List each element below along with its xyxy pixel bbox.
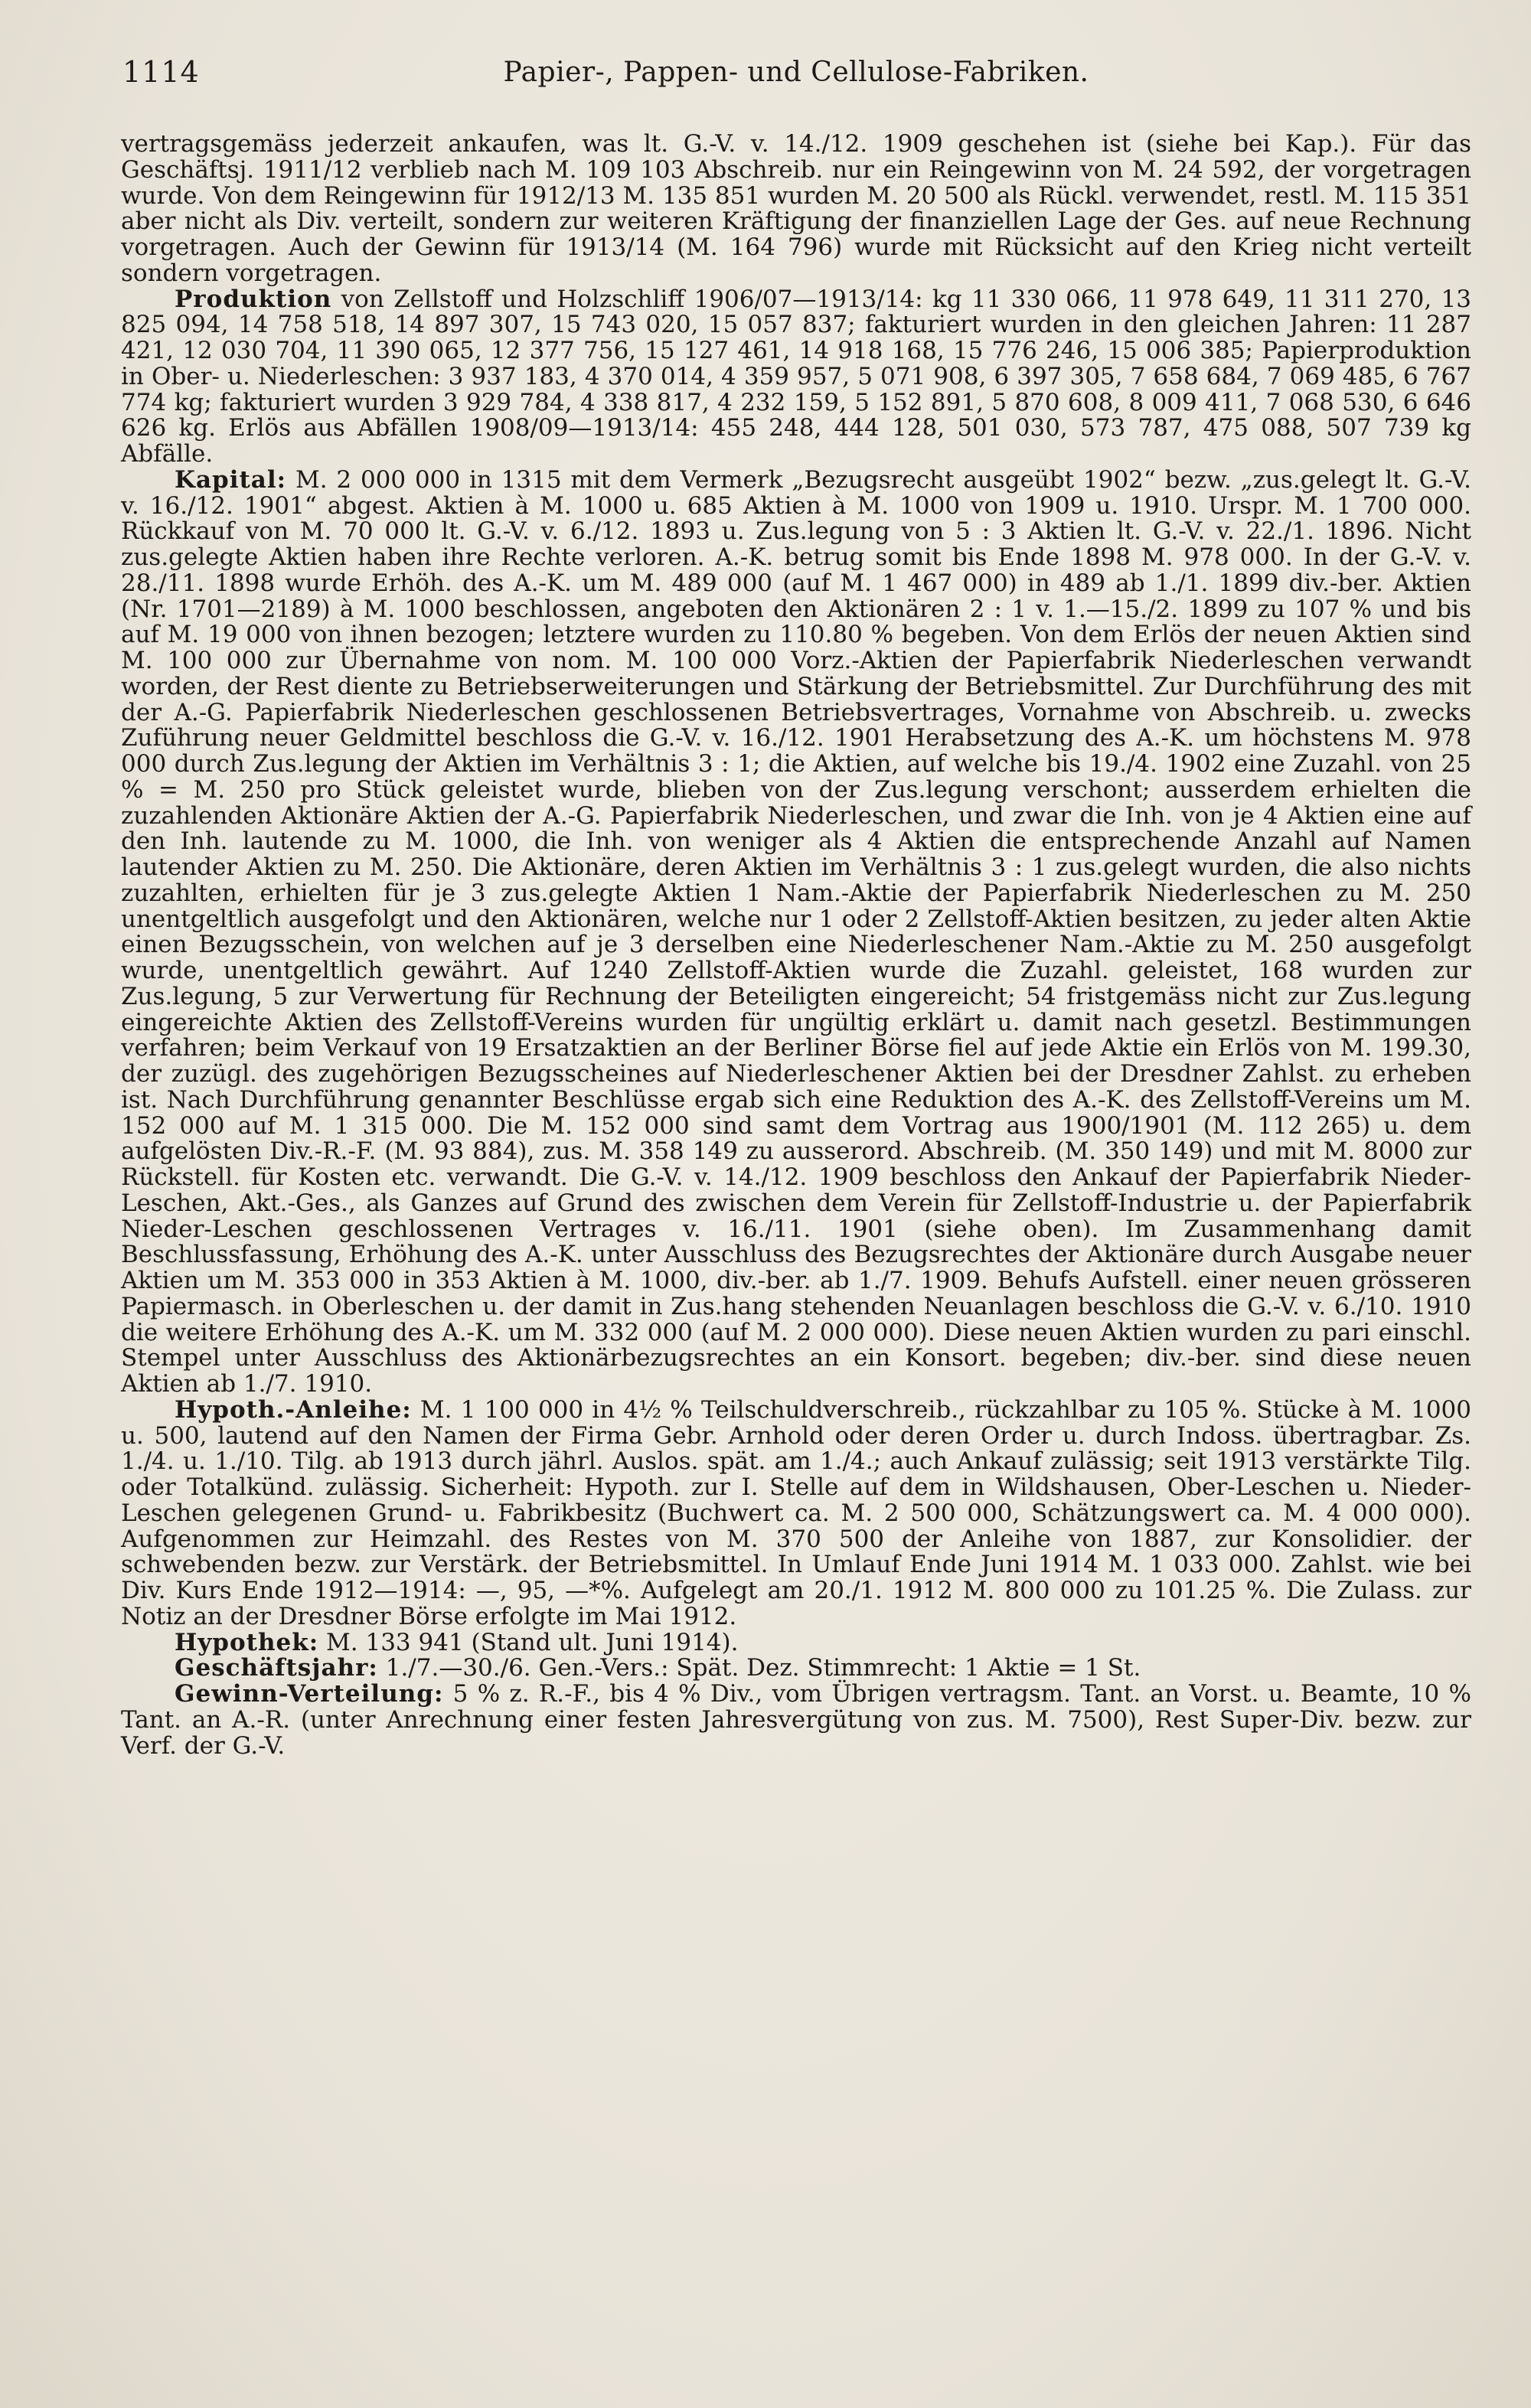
paragraph-kapital [121,465,1471,1398]
paragraph-gewinn-verteilung [121,1682,1471,1759]
section-label: Produktion [175,285,332,313]
paragraph-text: M. 2 000 000 in 1315 mit dem Vermerk „Bezugsrecht ausgeübt 1902“ bezw. „zus.gelegt lt. G.-V. v. 16./12. 1901“ abgest. Aktien à M. 1000 u. 685 Aktien à M. 1000 von 1909 u. 1910. Urspr. M. 1 700 000. Rückkauf von M. 70 000 lt. G.-V. v. 6./12. 1893 u. Zus.legung von 5 : 3 Aktien lt. G.-V. v. 22./1. 1896. Nicht zus.gelegte Aktien haben ihre Rechte verloren. A.-K. betrug somit bis Ende 1898 M. 978 000. In der G.-V. v. 28./11. 1898 wurde Erhöh. des A.-K. um M. 489 000 (auf M. 1 467 000) in 489 ab 1./1. 1899 div.-ber. Aktien (Nr. 1701—2189) à M. 1000 beschlossen, angeboten den Aktionären 2 : 1 v. 1.—15./2. 1899 zu 107 % und bis auf M. 19 000 von ihnen bezogen; letztere wurden zu 110.80 % begeben. Von dem Erlös der neuen Aktien sind M. 100 000 zur Übernahme von nom. M. 100 000 Vorz.-Aktien der Papierfabrik Niederleschen verwandt worden, der Rest diente zu Betriebserweiterungen und Stärkung der Betriebsmittel. Zur Durchführung des mit der A.-G. Papierfabrik Niederleschen geschlossenen Betriebsvertrages, Vornahme von Abschreib. u. zwecks Zuführung neuer Geldmittel beschloss die G.-V. v. 16./12. 1901 Herabsetzung des A.-K. um höchstens M. 978 000 durch Zus.legung der Aktien im Verhältnis 3 : 1; die Aktien, auf welche bis 19./4. 1902 eine Zuzahl. von 25 % = M. 250 pro Stück geleistet wurde, blieben von der Zus.legung verschont; ausserdem erhielten die zuzahlenden Aktionäre Aktien der A.-G. Papierfabrik Niederleschen, und zwar die Inh. von je 4 Aktien eine auf den Inh. lautende zu M. 1000, die Inh. von weniger als 4 Aktien die entsprechende Anzahl auf Namen lautender Aktien zu M. 250. Die Aktionäre, deren Aktien im Verhältnis 3 : 1 zus.gelegt wurden, die also nichts zuzahlten, erhielten für je 3 zus.gelegte Aktien 1 Nam.-Aktie der Papierfabrik Niederleschen zu M. 250 unentgeltlich ausgefolgt und den Aktionären, welche nur 1 oder 2 Zellstoff-Aktien besitzen, zu jeder alten Aktie einen Bezugsschein, von welchen auf je 3 derselben eine Niederleschener Nam.-Aktie zu M. 250 ausgefolgt wurde, unentgeltlich gewährt. Auf 1240 Zellstoff-Aktien wurde die Zuzahl. geleistet, 168 wurden zur Zus.legung, 5 zur Verwertung für Rechnung der Beteiligten eingereicht; 54 fristgemäss nicht zur Zus.legung eingereichte Aktien des Zellstoff-Vereins wurden für ungültig erklärt u. damit nach gesetzl. Bestimmungen verfahren; beim Verkauf von 19 Ersatzaktien an der Berliner Börse fiel auf jede Aktie ein Erlös von M. 199.30, der zuzügl. des zugehörigen Bezugsscheines auf Niederleschener Aktien bei der Dresdner Zahlst. zu erheben ist. Nach Durchführung genannter Beschlüsse ergab sich eine Reduktion des A.-K. des Zellstoff-Vereins um M. 152 000 auf M. 1 315 000. Die M. 152 000 sind samt dem Vortrag aus 1900/1901 (M. 112 265) u. dem aufgelösten Div.-R.-F. (M. 93 884), zus. M. 358 149 zu ausserord. Abschreib. (M. 350 149) und mit M. 8000 zur Rückstell. für Kosten etc. verwandt. Die G.-V. v. 14./12. 1909 beschloss den Ankauf der Papierfabrik Nieder-Leschen, Akt.-Ges., als Ganzes auf Grund des zwischen dem Verein für Zellstoff-Industrie u. der Papierfabrik Nieder-Leschen geschlossenen Vertrages v. 16./11. 1901 (siehe oben). Im Zusammenhang damit Beschlussfassung, Erhöhung des A.-K. unter Ausschluss des Bezugsrechtes der Aktionäre durch Ausgabe neuer Aktien um M. 353 000 in 353 Aktien à M. 1000, div.-ber. ab 1./7. 1909. Behufs Aufstell. einer neuen grösseren Papiermasch. in Oberleschen u. der damit in Zus.hang stehenden Neuanlagen beschloss die G.-V. v. 6./10. 1910 die weitere Erhöhung des A.-K. um M. 332 000 (auf M. 2 000 000). Diese neuen Aktien wurden zu pari einschl. Stempel unter Ausschluss des Aktionärbezugsrechtes an ein Konsort. begeben; div.-ber. sind diese neuen Aktien ab 1./7. 1910. [121,465,1471,1398]
paragraph-geschaeftsjahr [121,1656,1471,1682]
section-label: Kapital: [175,465,287,494]
paragraph-produktion [121,287,1471,468]
paragraph-text: 1./7.—30./6. Gen.-Vers.: Spät. Dez. Stimmrecht: 1 Aktie = 1 St. [377,1654,1141,1682]
paragraph-text: M. 133 941 (Stand ult. Juni 1914). [318,1628,739,1656]
page-header [122,55,1470,101]
paragraph-text: von Zellstoff und Holzschliff 1906/07—1913/14: kg 11 330 066, 11 978 649, 11 311 270, 13 825 094, 14 758 518, 14 897 307, 15 743 020, 15 057 837; fakturiert wurden in den gleichen Jahren: 11 287 421, 12 030 704, 11 390 065, 12 377 756, 15 127 461, 14 918 168, 15 776 246, 15 006 385; Papierproduktion in Ober- u. Niederleschen: 3 937 183, 4 370 014, 4 359 957, 5 071 908, 6 397 305, 7 658 684, 7 069 485, 6 767 774 kg; fakturiert wurden 3 929 784, 4 338 817, 4 232 159, 5 152 891, 5 870 608, 8 009 411, 7 068 530, 6 646 626 kg. Erlös aus Abfällen 1908/09—1913/14: 455 248, 444 128, 501 030, 573 787, 475 088, 507 739 kg Abfälle. [121,285,1471,468]
paragraph-text: M. 1 100 000 in 4½ % Teilschuldverschreib., rückzahlbar zu 105 %. Stücke à M. 1000 u. 500, lautend auf den Namen der Firma Gebr. Arnhold oder deren Order u. durch Indoss. übertragbar. Zs. 1./4. u. 1./10. Tilg. ab 1913 durch jährl. Auslos. spät. am 1./4.; auch Ankauf zulässig; seit 1913 verstärkte Tilg. oder Totalkünd. zulässig. Sicherheit: Hypoth. zur I. Stelle auf dem in Wildshausen, Ober-Leschen u. Nieder-Leschen gelegenen Grund- u. Fabrikbesitz (Buchwert ca. M. 2 500 000, Schätzungswert ca. M. 4 000 000). Aufgenommen zur Heimzahl. des Restes von M. 370 500 der Anleihe von 1887, zur Konsolidier. der schwebenden bezw. zur Verstärk. der Betriebsmittel. In Umlauf Ende Juni 1914 M. 1 033 000. Zahlst. wie bei Div. Kurs Ende 1912—1914: —, 95, —*%. Aufgelegt am 20./1. 1912 M. 800 000 zu 101.25 %. Die Zulass. zur Notiz an der Dresdner Börse erfolgte im Mai 1912. [121,1395,1471,1630]
page-number: 1114 [122,55,200,89]
body-text [121,132,1471,1759]
running-head: Papier-, Pappen- und Cellulose-Fabriken. [503,57,1089,88]
paragraph-hypothek [121,1630,1471,1656]
section-label: Gewinn-Verteilung: [175,1680,444,1708]
section-label: Geschäftsjahr: [175,1654,378,1682]
section-label: Hypoth.-Anleihe: [175,1395,412,1424]
paragraph-hypoth-anleihe [121,1395,1471,1630]
section-label: Hypothek: [175,1628,319,1656]
paragraph-text: 5 % z. R.-F., bis 4 % Div., vom Übrigen vertragsm. Tant. an Vorst. u. Beamte, 10 % Tant. an A.-R. (unter Anrechnung einer festen Jahresvergütung von zus. M. 7500), Rest Super-Div. bezw. zur Verf. der G.-V. [121,1680,1471,1760]
paragraph-text: vertragsgemäss jederzeit ankaufen, was lt. G.-V. v. 14./12. 1909 geschehen ist (siehe bei Kap.). Für das Geschäftsj. 1911/12 verblieb nach M. 109 103 Abschreib. nur ein Reingewinn von M. 24 592, der vorgetragen wurde. Von dem Reingewinn für 1912/13 M. 135 851 wurden M. 20 500 als Rückl. verwendet, restl. M. 115 351 aber nicht als Div. verteilt, sondern zur weiteren Kräftigung der finanziellen Lage der Ges. auf neue Rechnung vorgetragen. Auch der Gewinn für 1913/14 (M. 164 796) wurde mit Rücksicht auf den Krieg nicht verteilt sondern vorgetragen. [121,130,1471,287]
paragraph-continuation [121,132,1471,287]
